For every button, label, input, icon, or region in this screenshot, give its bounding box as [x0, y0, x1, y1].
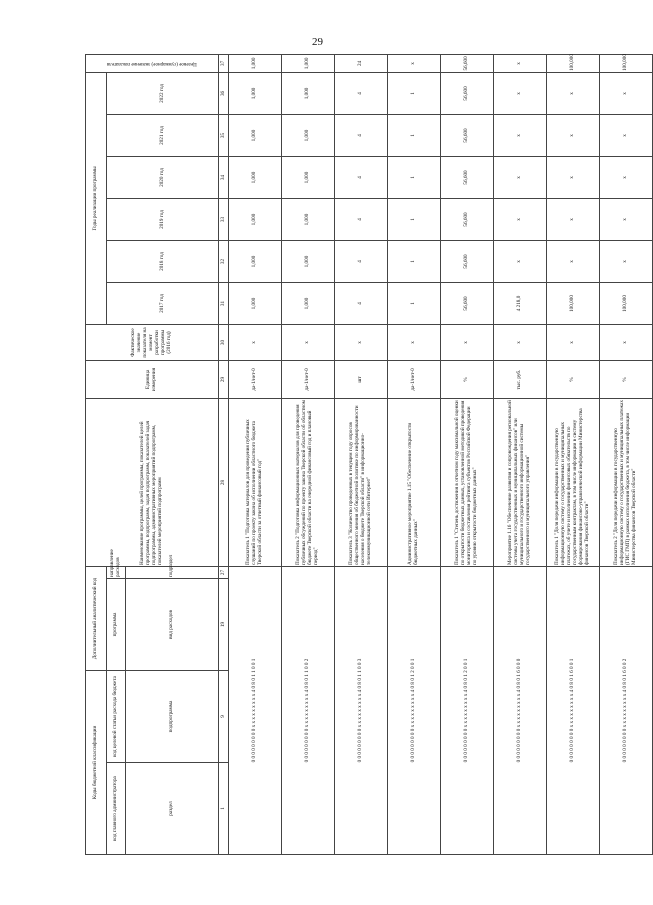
row-val-2017: 56,600 — [441, 282, 494, 324]
row-val-2018: 1 — [388, 240, 441, 282]
code-cells: 0 0 0 0 0 0 0 0 0 x x x x x x x x x 4 0 8 0 1 2 0 0 1 — [441, 566, 494, 854]
colnum: 33 — [219, 198, 229, 240]
code-cells: 0 0 0 0 0 0 0 0 0 x x x x x x x x x 4 0 8 0 1 6 0 0 2 — [600, 566, 653, 854]
row-base: x — [494, 324, 547, 360]
row-base: x — [229, 324, 282, 360]
year-2017-header: 2017 год — [107, 282, 219, 324]
row-val-2021: 1 — [388, 114, 441, 156]
row-base: x — [600, 324, 653, 360]
subsection-header: подраздел — [126, 566, 219, 578]
row-val-2019: 1 — [388, 198, 441, 240]
row-val-2019: x — [600, 198, 653, 240]
row-val-2017: 1 — [388, 282, 441, 324]
row-val-2018: x — [494, 240, 547, 282]
years-group-header: Годы реализации программы — [86, 72, 107, 324]
row-val-2021: 4 — [335, 114, 388, 156]
row-val-2018: 56,600 — [441, 240, 494, 282]
row-val-2018: 4 — [335, 240, 388, 282]
row-val-2020: 1 — [388, 156, 441, 198]
year-2018-header: 2018 год — [107, 240, 219, 282]
row-val-2022: 1 — [388, 72, 441, 114]
admin-code-header: код главного администратора — [107, 763, 126, 855]
expense-type-header: вид расходов — [126, 579, 219, 671]
colnum: 9 — [219, 671, 229, 763]
colnum: 35 — [219, 114, 229, 156]
code-cells: 0 0 0 0 0 0 0 0 0 x x x x x x x x x 4 0 8 0 1 1 0 0 1 — [229, 566, 282, 854]
row-total: 1,000 — [282, 54, 335, 72]
row-base: x — [335, 324, 388, 360]
row-val-2022: x — [547, 72, 600, 114]
row-val-2020: 1,000 — [282, 156, 335, 198]
row-val-2020: x — [494, 156, 547, 198]
row-unit: % — [547, 360, 600, 398]
colnum: 27 — [219, 566, 229, 578]
target-column-header: Целевое (суммарное) значение показателя — [86, 54, 219, 72]
colnum: 36 — [219, 72, 229, 114]
row-val-2020: x — [600, 156, 653, 198]
budget-codes-header: Коды бюджетной классификации — [86, 671, 107, 855]
unit-column-header: Единица измерения — [86, 360, 219, 398]
row-val-2018: x — [547, 240, 600, 282]
row-val-2021: 1,000 — [282, 114, 335, 156]
code-cells: 0 0 0 0 0 0 0 0 0 x x x x x x x x x 4 0 8 0 1 6 0 0 1 — [547, 566, 600, 854]
row-name: Показатель 2 "Подготовка информационных материалов для проведения публичных обсуждений по проекту закона Тверской области об областном бюджете Тверской области на очередной финансовый год и плановый период" — [282, 398, 335, 566]
year-2020-header: 2020 год — [107, 156, 219, 198]
table-row — [282, 54, 335, 854]
program-header: программа — [107, 579, 126, 671]
table-row — [335, 54, 388, 854]
row-val-2022: 1,000 — [229, 72, 282, 114]
row-name: Показатель 1 "Подготовка материалов для проведения публичных слушаний по проекту закона об исполнении областного бюджета Тверской области за отчетный финансовый год" — [229, 398, 282, 566]
row-val-2022: 56,600 — [441, 72, 494, 114]
row-val-2021: 56,600 — [441, 114, 494, 156]
row-val-2020: 4 — [335, 156, 388, 198]
page-number: 29 — [312, 36, 323, 48]
row-total: x — [494, 54, 547, 72]
row-val-2019: 4 — [335, 198, 388, 240]
row-unit: % — [441, 360, 494, 398]
row-total: 24 — [335, 54, 388, 72]
row-unit: тыс. руб. — [494, 360, 547, 398]
code-cells: 0 0 0 0 0 0 0 0 0 x x x x x x x x x 4 0 8 0 1 6 0 0 0 — [494, 566, 547, 854]
row-val-2021: x — [547, 114, 600, 156]
code-cells: 0 0 0 0 0 0 0 0 0 x x x x x x x x x 4 0 8 0 1 1 0 0 2 — [282, 566, 335, 854]
sub-header: направление расходов — [107, 566, 126, 578]
year-2019-header: 2019 год — [107, 198, 219, 240]
row-val-2022: 4 — [335, 72, 388, 114]
row-base: x — [547, 324, 600, 360]
row-base: x — [388, 324, 441, 360]
colnum: 19 — [219, 579, 229, 671]
row-unit: да-1/нет-0 — [229, 360, 282, 398]
row-val-2022: x — [600, 72, 653, 114]
row-val-2018: 1,000 — [229, 240, 282, 282]
row-val-2017: 1,000 — [282, 282, 335, 324]
section-header: раздел — [126, 763, 219, 855]
colnum: 32 — [219, 240, 229, 282]
row-val-2019: 1,000 — [229, 198, 282, 240]
row-name: Показатель 1 "Степень достижения в отчетном году максимальной оценки по открытости бюджетных данных, установленной методикой проведения мониторинга и составления рейтинга субъектов Российской Федерации по уровню открытости бюджетных данных" — [441, 398, 494, 566]
year-2021-header: 2021 год — [107, 114, 219, 156]
table-row — [441, 54, 494, 854]
row-name: Административное мероприятие 1.15 "Обеспечение открытости бюджетных данных" — [388, 398, 441, 566]
row-val-2022: x — [494, 72, 547, 114]
subprogram-header: подпрограмма — [126, 671, 219, 763]
row-val-2022: 1,000 — [282, 72, 335, 114]
program-indicators-table — [85, 54, 653, 855]
row-val-2021: x — [600, 114, 653, 156]
row-val-2020: 56,600 — [441, 156, 494, 198]
year-2022-header: 2022 год — [107, 72, 219, 114]
row-val-2020: x — [547, 156, 600, 198]
row-total: 56,600 — [441, 54, 494, 72]
row-name: Мероприятие 1.16 "Обеспечение развития и сопровождения региональной системы учета государственных и муниципальных финансов" или муниципального и государственного информационной системы государственного и муниципального управления" — [494, 398, 547, 566]
table-row — [229, 54, 282, 854]
colnum: 31 — [219, 282, 229, 324]
row-base: x — [282, 324, 335, 360]
name-column-header: Наименование программы, целей программы, показателей целей программы, подпрограмм, задач подпрограмм, показателей задач подпрограммы, административных мероприятий подпрограмм, показателей мероприятий подпрограмм — [86, 398, 219, 566]
colnum: 30 — [219, 324, 229, 360]
row-name: Показатель 3 "Количество проведенных в текущем году опросов общественного мнения об бюджетной политике по информированности населения о бюджете Тверской области" в информационно-телекоммуникационной сети Интернет" — [335, 398, 388, 566]
analytic-code-header: Дополнительный аналитический код — [86, 566, 107, 670]
row-val-2018: 1,000 — [282, 240, 335, 282]
table-row — [494, 54, 547, 854]
row-unit: да-1/нет-0 — [282, 360, 335, 398]
colnum: 34 — [219, 156, 229, 198]
row-unit: да-1/нет-0 — [388, 360, 441, 398]
code-cells: 0 0 0 0 0 0 0 0 0 x x x x x x x x x 4 0 8 0 1 1 0 0 3 — [335, 566, 388, 854]
colnum: 29 — [219, 360, 229, 398]
target-article-header: код целевой статьи расхода бюджета — [107, 671, 126, 763]
base-year-column-header: Фактическое значение показателя на момент разработки программы (2016 год) — [86, 324, 219, 360]
rotated-table-sheet — [85, 54, 637, 855]
row-total: 1,000 — [229, 54, 282, 72]
row-unit: шт — [335, 360, 388, 398]
row-val-2019: x — [494, 198, 547, 240]
row-val-2021: 1,000 — [229, 114, 282, 156]
row-val-2017: 100,000 — [547, 282, 600, 324]
row-total: x — [388, 54, 441, 72]
code-cells: 0 0 0 0 0 0 0 0 0 x x x x x x x x x 4 0 8 0 1 2 0 0 1 — [388, 566, 441, 854]
colnum: 37 — [219, 54, 229, 72]
row-val-2018: x — [600, 240, 653, 282]
row-val-2017: 4 218,0 — [494, 282, 547, 324]
row-total: 100,000 — [547, 54, 600, 72]
row-val-2017: 4 — [335, 282, 388, 324]
colnum: 28 — [219, 398, 229, 566]
row-val-2019: 56,600 — [441, 198, 494, 240]
table-row — [600, 54, 653, 854]
row-val-2017: 1,000 — [229, 282, 282, 324]
row-val-2017: 100,000 — [600, 282, 653, 324]
row-val-2021: x — [494, 114, 547, 156]
row-total: 100,000 — [600, 54, 653, 72]
row-name: Показатель 2 "Доля передачи информации в государственную информационную систему о государственных и муниципальных платежах (ГИС ГМП) в рамках исполнения бюджета, в том числе информации Министерства финансов Тверской области" — [600, 398, 653, 566]
row-val-2019: 1,000 — [282, 198, 335, 240]
row-unit: % — [600, 360, 653, 398]
table-row — [388, 54, 441, 854]
table-row — [547, 54, 600, 854]
row-val-2019: x — [547, 198, 600, 240]
colnum: 1 — [219, 763, 229, 855]
row-val-2020: 1,000 — [229, 156, 282, 198]
row-base: x — [441, 324, 494, 360]
row-name: Показатель 1 "Доля передачи информации в государственную информационную систему о государственных и муниципальных платежах, об учете и исполнении финансовых обязательств по государственным контрактам, в том числе информации в систему формирования финансово-управленческой информации Министерства финансов Тверской области" — [547, 398, 600, 566]
